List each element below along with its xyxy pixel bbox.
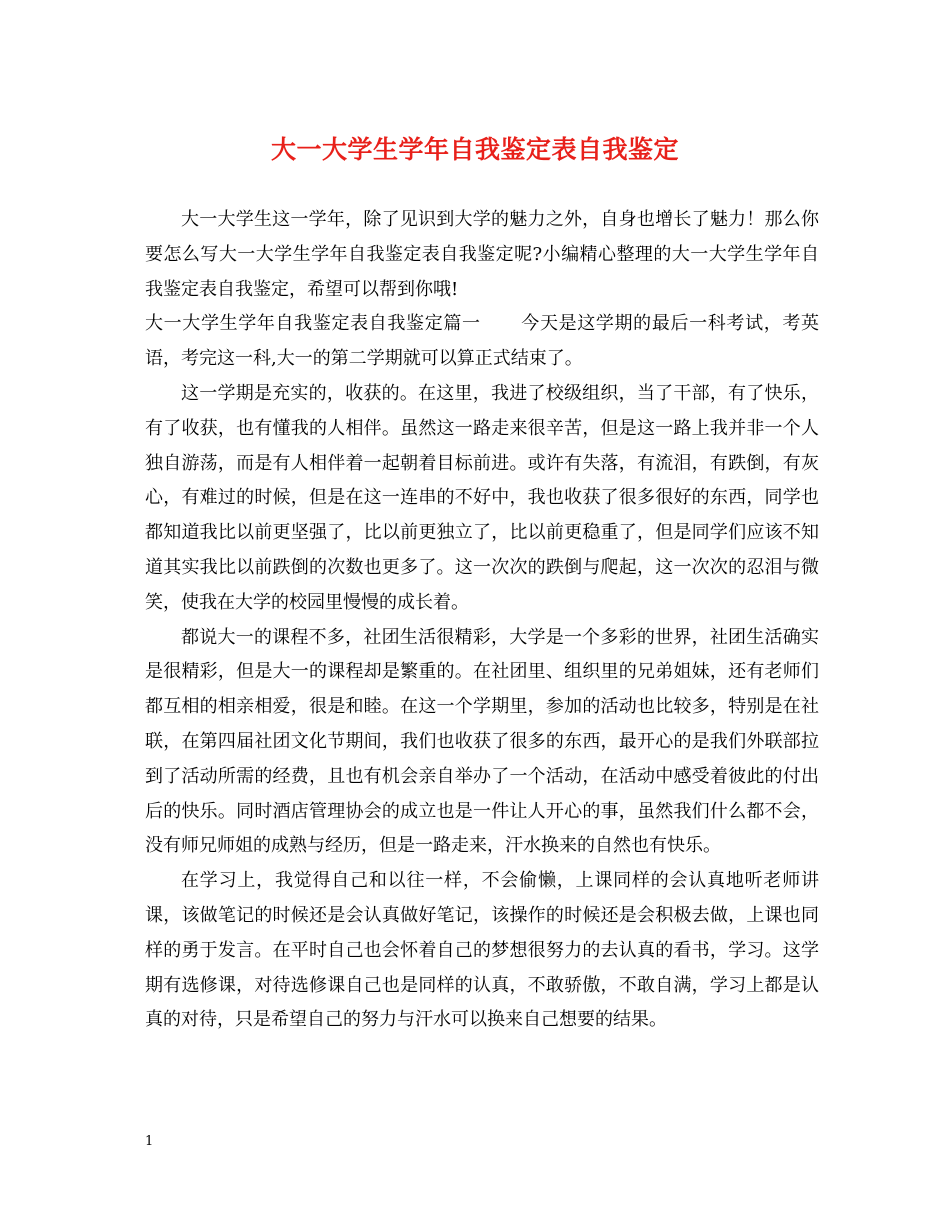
body-paragraph: 这一学期是充实的，收获的。在这里，我进了校级组织，当了干部，有了快乐，有了收获，也有懂我的人相伴。虽然这一路走来很辛苦，但是这一路上我并非一个人独自游荡，而是有人相伴着一起朝着目标前进。或许有失落，有流泪，有跌倒，有灰心，有难过的时候，但是在这一连串的不好中，我也收获了很多很好的东西，同学也都知道我比以前更坚强了，比以前更独立了，比以前更稳重了，但是同学们应该不知道其实我比以前跌倒的次数也更多了。这一次次的跌倒与爬起，这一次次的忍泪与微笑，使我在大学的校园里慢慢的成长着。 (145, 382, 819, 613)
document-title: 大一大学生学年自我鉴定表自我鉴定 (270, 135, 679, 164)
section-paragraph (145, 307, 819, 377)
section-opening: 今天是这学期的最后一科考试，考英语，考完这一科,大一的第二学期就可以算正式结束了。 (145, 313, 820, 370)
section-heading: 大一大学生学年自我鉴定表自我鉴定篇一 (145, 313, 481, 335)
page-number: 1 (145, 1134, 154, 1149)
intro-paragraph: 大一大学生这一学年，除了见识到大学的魅力之外，自身也增长了魅力！那么你要怎么写大一大学生学年自我鉴定表自我鉴定呢?小编精心整理的大一大学生学年自我鉴定表自我鉴定，希望可以帮到你哦! (145, 209, 819, 300)
document-body (145, 203, 819, 1038)
body-paragraph: 都说大一的课程不多，社团生活很精彩，大学是一个多彩的世界，社团生活确实是很精彩，但是大一的课程却是繁重的。在社团里、组织里的兄弟姐妹，还有老师们都互相的相亲相爱，很是和睦。在这一个学期里，参加的活动也比较多，特别是在社联，在第四届社团文化节期间，我们也收获了很多的东西，最开心的是我们外联部拉到了活动所需的经费，且也有机会亲自举办了一个活动，在活动中感受着彼此的付出后的快乐。同时酒店管理协会的成立也是一件让人开心的事，虽然我们什么都不会，没有师兄师姐的成熟与经历，但是一路走来，汗水换来的自然也有快乐。 (145, 626, 819, 857)
body-paragraph: 在学习上，我觉得自己和以往一样，不会偷懒，上课同样的会认真地听老师讲课，该做笔记的时候还是会认真做好笔记，该操作的时候还是会积极去做，上课也同样的勇于发言。在平时自己也会怀着自己的梦想很努力的去认真的看书，学习。这学期有选修课，对待选修课自己也是同样的认真，不敢骄傲，不敢自满，学习上都是认真的对待，只是希望自己的努力与汗水可以换来自己想要的结果。 (145, 870, 819, 1031)
